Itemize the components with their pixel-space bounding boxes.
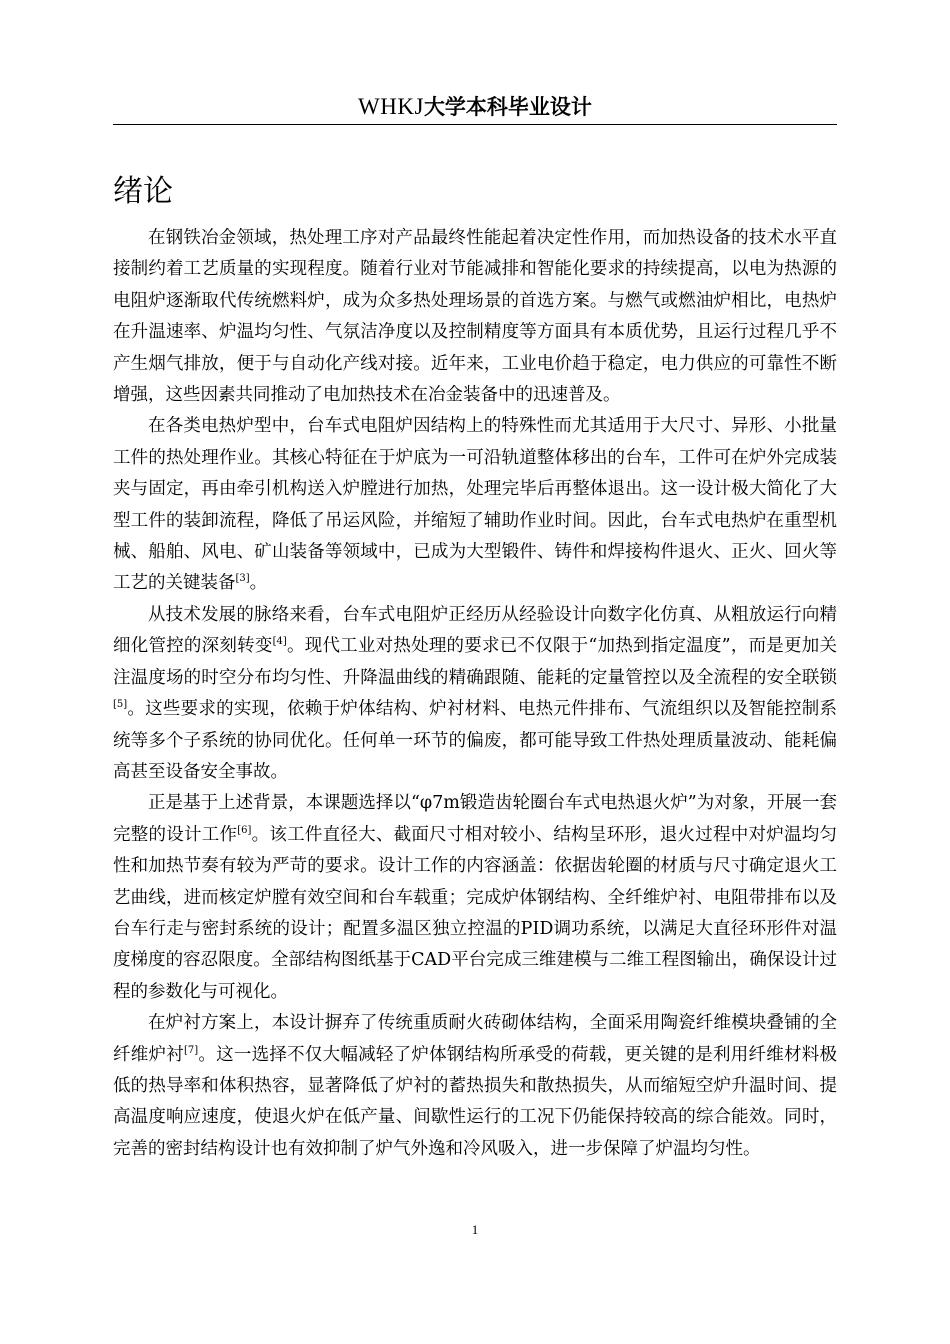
citation-ref: [7]: [183, 1044, 199, 1056]
header-prefix: WHKJ: [358, 94, 424, 119]
header-rule: [113, 124, 837, 125]
citation-ref: [4]: [272, 636, 287, 648]
paragraph: [113, 223, 837, 411]
citation-ref: [3]: [235, 573, 250, 585]
paragraph-text: 在各类电热炉型中，台车式电阻炉因结构上的特殊性而尤其适用于大尺寸、异形、小批量工件的热处理作业。其核心特征在于炉底为一可沿轨道整体移出的台车，工件可在炉外完成装夹与固定，再由牵引机构送入炉膛进行加热，处理完毕后再整体退出。这一设计极大简化了大型工件的装卸流程，降低了吊运风险，并缩短了辅助作业时间。因此，台车式电热炉在重型机械、船舶、风电、矿山装备等领域中，已成为大型锻件、铸件和焊接构件退火、正火、回火等工艺的关键装备: [113, 416, 837, 594]
paragraph-text: 。这些要求的实现，依赖于炉体结构、炉衬材料、电热元件排布、气流组织以及智能控制系统等多个子系统的协同优化。任何单一环节的偏废，都可能导致工件热处理质量波动、能耗偏高甚至设备安全事故。: [113, 699, 837, 782]
paragraph-text: 从技术发展的脉络来看，台车式电阻炉正经历从经验设计向数字化仿真、从粗放运行向精细化管控的深刻转变: [113, 604, 837, 657]
paragraph-text: 。这一选择不仅大幅减轻了炉体钢结构所承受的荷载，更关键的是利用纤维材料极低的热导率和体积热容，显著降低了炉衬的蓄热损失和散热损失，从而缩短空炉升温时间、提高温度响应速度，使退火炉在低产量、间歇性运行的工况下仍能保持较高的综合能效。同时，完善的密封结构设计也有效抑制了炉气外逸和冷风吸入，进一步保障了炉温均匀性。: [113, 1044, 837, 1159]
paragraph-text: 。该工件直径大、截面尺寸相对较小、结构呈环形，退火过程中对炉温均匀性和加热节奏有较为严苛的要求。设计工作的内容涵盖：依据齿轮圈的材质与尺寸确定退火工艺曲线，进而核定炉膛有效空间和台车载重；完成炉体钢结构、全纤维炉衬、电阻带排布以及台车行走与密封系统的设计；配置多温区独立控温的PID调功系统，以满足大直径环形件对温度梯度的容忍限度。全部结构图纸基于CAD平台完成三维建模与二维工程图输出，确保设计过程的参数化与可视化。: [113, 824, 838, 1002]
header-title: 大学本科毕业设计: [423, 95, 592, 119]
paragraph-text: 。: [249, 573, 268, 594]
citation-ref: [6]: [237, 824, 252, 836]
paragraph-text: 正是基于上述背景，本课题选择以“φ7m锻造齿轮圈台车式电热退火炉”为对象，开展一套完整的设计工作: [113, 793, 837, 845]
body-text: [113, 223, 837, 1165]
paragraph: [113, 600, 837, 788]
paragraph-text: 在炉衬方案上，本设计摒弃了传统重质耐火砖砌体结构，全面采用陶瓷纤维模块叠铺的全纤维炉衬: [113, 1013, 837, 1065]
page-number: 1: [471, 1222, 479, 1237]
paragraph: [113, 411, 837, 599]
paragraph-text: 在钢铁冶金领域，热处理工序对产品最终性能起着决定性作用，而加热设备的技术水平直接制约着工艺质量的实现程度。随着行业对节能减排和智能化要求的持续提高，以电为热源的电阻炉逐渐取代传统燃料炉，成为众多热处理场景的首选方案。与燃气或燃油炉相比，电热炉在升温速率、炉温均匀性、气氛洁净度以及控制精度等方面具有本质优势，且运行过程几乎不产生烟气排放，便于与自动化产线对接。近年来，工业电价趋于稳定，电力供应的可靠性不断增强，这些因素共同推动了电加热技术在冶金装备中的迅速普及。: [113, 228, 837, 406]
paragraph: [113, 788, 837, 1008]
running-header: [113, 92, 837, 122]
citation-ref: [5]: [113, 699, 128, 711]
paragraph-text: 。现代工业对热处理的要求已不仅限于“加热到指定温度”，而是更加关注温度场的时空分布均匀性、升降温曲线的精确跟随、能耗的定量管控以及全流程的安全联锁: [113, 636, 837, 688]
section-title: 绪论: [113, 174, 173, 209]
paragraph: [113, 1008, 837, 1165]
